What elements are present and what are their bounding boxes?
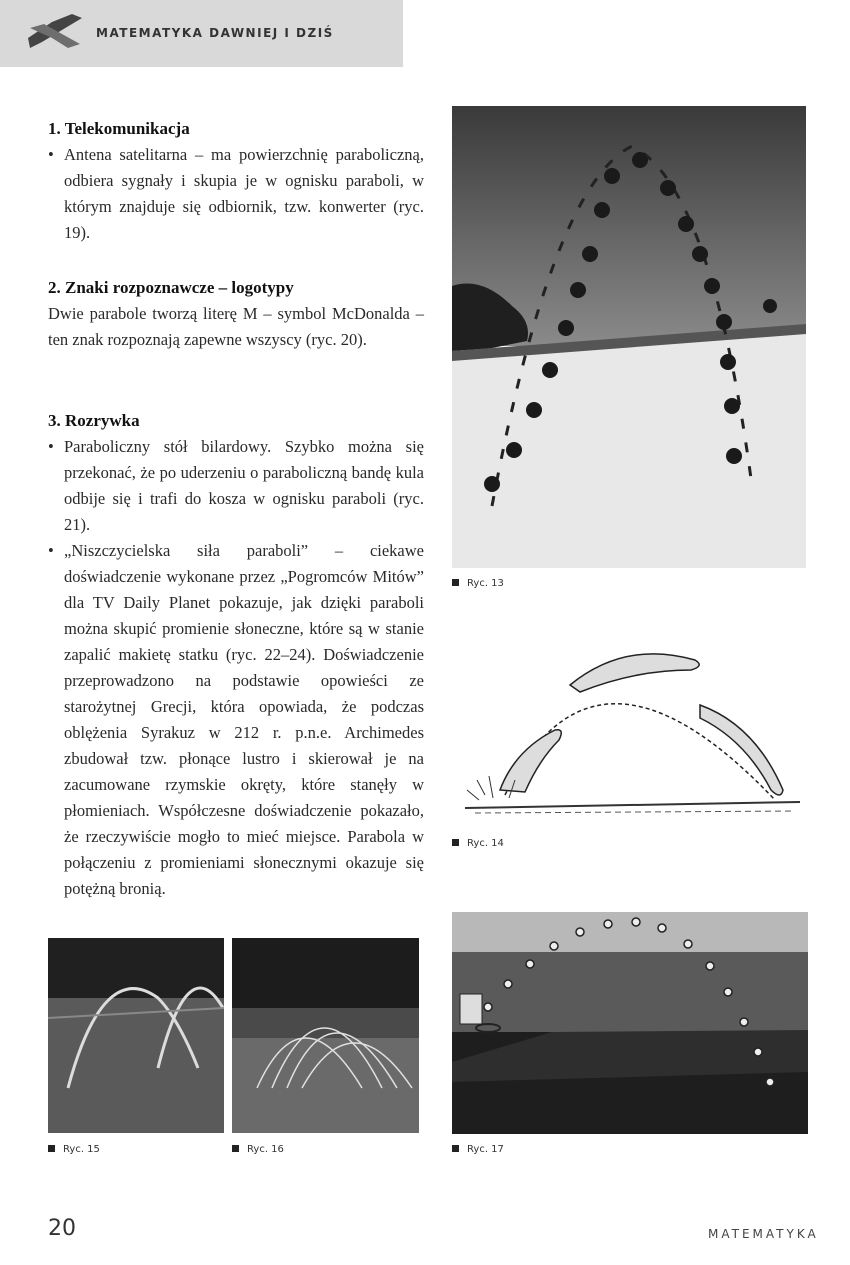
list-item: [48, 142, 424, 246]
section-logotypy: [48, 275, 424, 353]
caption-marker: [48, 1145, 55, 1152]
bullet-dot: •: [48, 145, 54, 164]
page-number: 20: [48, 1216, 76, 1241]
caption-marker: [452, 579, 459, 586]
ski-jump-photo: [452, 106, 806, 568]
bullet-dot: •: [48, 541, 54, 560]
section-title: 2. Znaki rozpoznawcze – logotypy: [48, 278, 294, 297]
caption-marker: [452, 839, 459, 846]
figure-caption: [232, 1144, 284, 1155]
fountain-photo-1: [48, 938, 224, 1133]
figure-caption: [452, 838, 504, 849]
figure-caption: [452, 578, 504, 589]
footer-subject: MATEMATYKA: [708, 1227, 819, 1241]
figure-caption: [48, 1144, 100, 1155]
bullet-dot: •: [48, 437, 54, 456]
section-paragraph: Dwie parabole tworzą literę M – symbol McDonalda – ten znak rozpoznają zapewne wszyscy (ryc. 20).: [48, 304, 424, 349]
caption-text: Ryc. 13: [467, 578, 504, 589]
bullet-text: „Niszczycielska siła paraboli” – ciekawe doświadczenie wykonane przez „Pogromców Mitów” dla TV Daily Planet pokazuje, jak dzięki paraboli można skupić promienie słoneczne, które są w stanie zapalić makietę statku (ryc. 22–24). Doświadczenie przeprowadzono na podstawie opowieści ze starożytnej Grecji, która opowiada, że podczas oblężenia Syrakuz w 212 r. p.n.e. Archimedes zbudował tzw. płonące lustro i skierował je na zacumowane rzymskie okręty, które stanęły w płomieniach. Współczesne doświadczenie pokazało, że rzeczywiście mogło to mieć miejsce. Parabola w połączeniu z promieniami słonecznymi okazuje się potężną bronią.: [64, 541, 424, 898]
section-rozrywka: [48, 408, 424, 902]
list-item: [48, 434, 424, 538]
caption-text: Ryc. 14: [467, 838, 504, 849]
dolphin-jump-drawing: [455, 630, 805, 825]
header-title: MATEMATYKA DAWNIEJ I DZIŚ: [96, 26, 334, 40]
section-title: 3. Rozrywka: [48, 411, 140, 430]
caption-marker: [232, 1145, 239, 1152]
section-telekomunikacja: [48, 116, 424, 246]
section-title: 1. Telekomunikacja: [48, 119, 190, 138]
bullet-text: Paraboliczny stół bilardowy. Szybko można się przekonać, że po uderzeniu o paraboliczną bandę kula odbije się i trafi do kosza w ognisku paraboli (ryc. 21).: [64, 437, 424, 534]
bullet-text: Antena satelitarna – ma powierzchnię paraboliczną, odbiera sygnały i skupia je w ognisku paraboli, w którym znajduje się odbiornik, tzw. konwerter (ryc. 19).: [64, 145, 424, 242]
figure-caption: [452, 1144, 504, 1155]
caption-marker: [452, 1145, 459, 1152]
caption-text: Ryc. 16: [247, 1144, 284, 1155]
list-item: [48, 538, 424, 902]
basketball-trajectory-photo: [452, 912, 808, 1134]
infinity-logo-icon: [22, 8, 86, 58]
fountain-photo-2: [232, 938, 419, 1133]
caption-text: Ryc. 15: [63, 1144, 100, 1155]
caption-text: Ryc. 17: [467, 1144, 504, 1155]
